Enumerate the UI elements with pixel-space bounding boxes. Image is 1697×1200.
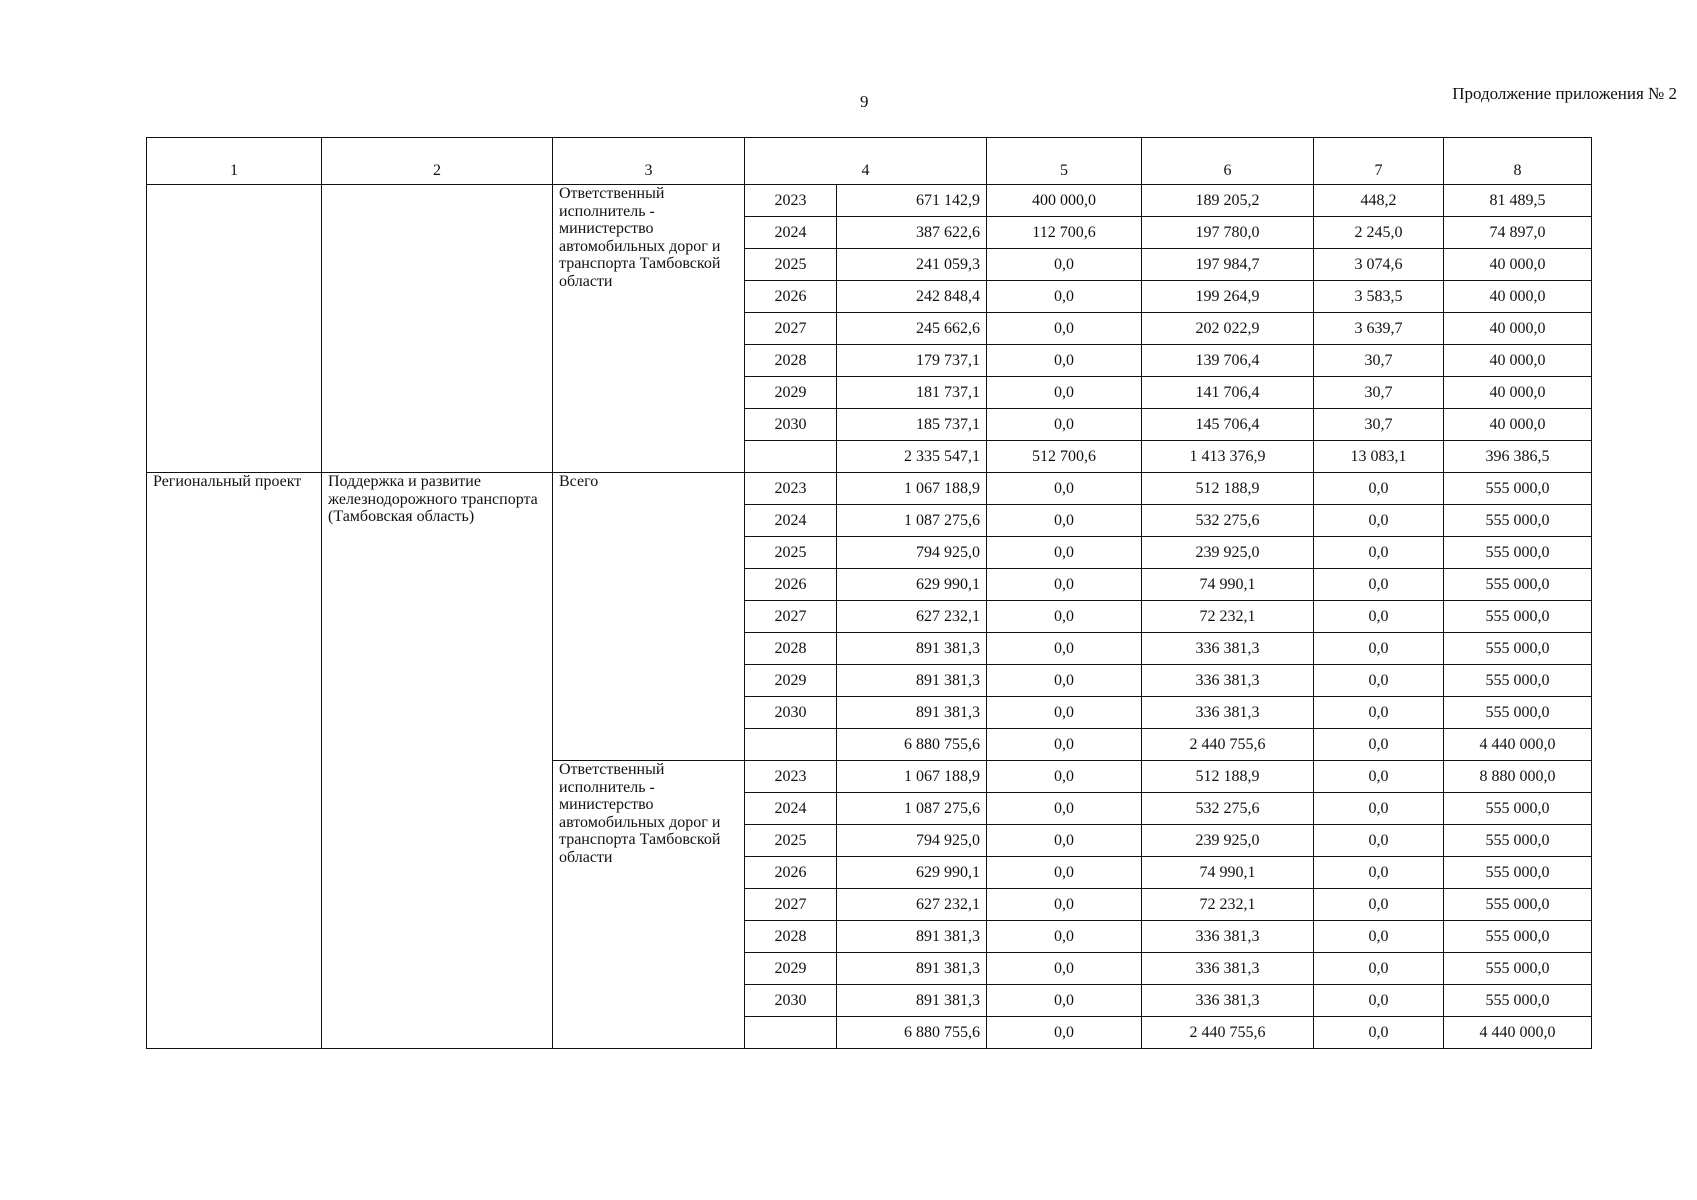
amount-col5-cell: 0,0 — [987, 697, 1142, 729]
amount-col6-cell: 239 925,0 — [1142, 825, 1314, 857]
amount-col6-cell: 336 381,3 — [1142, 921, 1314, 953]
amount-col5-cell: 0,0 — [987, 601, 1142, 633]
table-row — [147, 473, 1592, 505]
amount-col6-cell: 197 780,0 — [1142, 217, 1314, 249]
amount-col6-cell: 145 706,4 — [1142, 409, 1314, 441]
amount-col7-cell: 0,0 — [1314, 473, 1444, 505]
amount-col7-cell: 30,7 — [1314, 409, 1444, 441]
table-header-row — [147, 138, 1592, 185]
amount-col6-cell: 239 925,0 — [1142, 537, 1314, 569]
header-col-5: 5 — [987, 138, 1142, 185]
amount-col8-cell: 74 897,0 — [1444, 217, 1592, 249]
year-cell: 2023 — [745, 185, 837, 217]
amount-col8-cell: 81 489,5 — [1444, 185, 1592, 217]
amount-col5-cell: 0,0 — [987, 953, 1142, 985]
amount-col7-cell: 2 245,0 — [1314, 217, 1444, 249]
header-col-7: 7 — [1314, 138, 1444, 185]
amount-col5-cell: 0,0 — [987, 793, 1142, 825]
amount-col7-cell: 0,0 — [1314, 857, 1444, 889]
amount-col7-cell: 0,0 — [1314, 537, 1444, 569]
amount-col8-cell: 40 000,0 — [1444, 409, 1592, 441]
amount-total-cell: 891 381,3 — [837, 921, 987, 953]
amount-total-cell: 1 087 275,6 — [837, 505, 987, 537]
amount-total-cell: 185 737,1 — [837, 409, 987, 441]
amount-col6-cell: 336 381,3 — [1142, 985, 1314, 1017]
year-cell: 2026 — [745, 569, 837, 601]
year-cell: 2025 — [745, 825, 837, 857]
amount-col5-cell: 0,0 — [987, 473, 1142, 505]
amount-total-cell: 2 335 547,1 — [837, 441, 987, 473]
amount-col7-cell: 448,2 — [1314, 185, 1444, 217]
header-col-6: 6 — [1142, 138, 1314, 185]
year-cell: 2025 — [745, 537, 837, 569]
amount-col5-cell: 0,0 — [987, 537, 1142, 569]
amount-col6-cell: 74 990,1 — [1142, 569, 1314, 601]
amount-col7-cell: 3 639,7 — [1314, 313, 1444, 345]
year-cell: 2029 — [745, 665, 837, 697]
amount-total-cell: 891 381,3 — [837, 697, 987, 729]
header-col-8: 8 — [1444, 138, 1592, 185]
amount-col7-cell: 0,0 — [1314, 633, 1444, 665]
amount-col8-cell: 40 000,0 — [1444, 249, 1592, 281]
amount-col6-cell: 532 275,6 — [1142, 793, 1314, 825]
amount-total-cell: 6 880 755,6 — [837, 1017, 987, 1049]
amount-col8-cell: 40 000,0 — [1444, 345, 1592, 377]
amount-col6-cell: 512 188,9 — [1142, 473, 1314, 505]
amount-col6-cell: 74 990,1 — [1142, 857, 1314, 889]
year-cell — [745, 729, 837, 761]
amount-col5-cell: 0,0 — [987, 249, 1142, 281]
amount-col7-cell: 30,7 — [1314, 345, 1444, 377]
amount-total-cell: 629 990,1 — [837, 857, 987, 889]
year-cell: 2030 — [745, 409, 837, 441]
year-cell — [745, 441, 837, 473]
year-cell: 2026 — [745, 857, 837, 889]
amount-col6-cell: 336 381,3 — [1142, 953, 1314, 985]
year-cell — [745, 1017, 837, 1049]
year-cell: 2030 — [745, 697, 837, 729]
amount-col6-cell: 72 232,1 — [1142, 889, 1314, 921]
amount-col7-cell: 3 074,6 — [1314, 249, 1444, 281]
amount-col7-cell: 30,7 — [1314, 377, 1444, 409]
header-col-3: 3 — [553, 138, 745, 185]
amount-total-cell: 891 381,3 — [837, 633, 987, 665]
amount-col6-cell: 532 275,6 — [1142, 505, 1314, 537]
total-label-cell: Всего — [553, 473, 745, 761]
year-cell: 2027 — [745, 313, 837, 345]
amount-total-cell: 1 067 188,9 — [837, 473, 987, 505]
amount-col5-cell: 0,0 — [987, 889, 1142, 921]
amount-col6-cell: 199 264,9 — [1142, 281, 1314, 313]
amount-col5-cell: 0,0 — [987, 665, 1142, 697]
amount-col5-cell: 512 700,6 — [987, 441, 1142, 473]
year-cell: 2028 — [745, 921, 837, 953]
amount-col5-cell: 0,0 — [987, 729, 1142, 761]
amount-col6-cell: 336 381,3 — [1142, 665, 1314, 697]
amount-col8-cell: 555 000,0 — [1444, 953, 1592, 985]
amount-col5-cell: 400 000,0 — [987, 185, 1142, 217]
amount-col6-cell: 512 188,9 — [1142, 761, 1314, 793]
amount-col7-cell: 13 083,1 — [1314, 441, 1444, 473]
amount-col8-cell: 40 000,0 — [1444, 313, 1592, 345]
amount-col6-cell: 2 440 755,6 — [1142, 729, 1314, 761]
amount-col7-cell: 0,0 — [1314, 1017, 1444, 1049]
amount-col8-cell: 555 000,0 — [1444, 985, 1592, 1017]
amount-col5-cell: 0,0 — [987, 633, 1142, 665]
amount-col8-cell: 555 000,0 — [1444, 825, 1592, 857]
amount-col5-cell: 0,0 — [987, 985, 1142, 1017]
amount-col5-cell: 112 700,6 — [987, 217, 1142, 249]
amount-col5-cell: 0,0 — [987, 761, 1142, 793]
amount-col7-cell: 3 583,5 — [1314, 281, 1444, 313]
amount-total-cell: 891 381,3 — [837, 953, 987, 985]
amount-col5-cell: 0,0 — [987, 1017, 1142, 1049]
amount-col6-cell: 336 381,3 — [1142, 697, 1314, 729]
responsible-executor-cell: Ответственный исполнитель - министерство автомобильных дорог и транспорта Тамбовской области — [553, 185, 745, 473]
amount-total-cell: 6 880 755,6 — [837, 729, 987, 761]
year-cell: 2024 — [745, 793, 837, 825]
amount-col5-cell: 0,0 — [987, 281, 1142, 313]
amount-col8-cell: 40 000,0 — [1444, 377, 1592, 409]
year-cell: 2023 — [745, 473, 837, 505]
amount-total-cell: 671 142,9 — [837, 185, 987, 217]
amount-col8-cell: 555 000,0 — [1444, 857, 1592, 889]
amount-total-cell: 629 990,1 — [837, 569, 987, 601]
amount-total-cell: 891 381,3 — [837, 985, 987, 1017]
year-cell: 2024 — [745, 217, 837, 249]
amount-col7-cell: 0,0 — [1314, 793, 1444, 825]
header-col-1: 1 — [147, 138, 322, 185]
amount-col6-cell: 197 984,7 — [1142, 249, 1314, 281]
amount-col5-cell: 0,0 — [987, 921, 1142, 953]
col1-empty-cell — [147, 185, 322, 473]
amount-col5-cell: 0,0 — [987, 409, 1142, 441]
page-number: 9 — [860, 92, 869, 111]
year-cell: 2024 — [745, 505, 837, 537]
amount-col7-cell: 0,0 — [1314, 921, 1444, 953]
year-cell: 2028 — [745, 633, 837, 665]
year-cell: 2030 — [745, 985, 837, 1017]
amount-col7-cell: 0,0 — [1314, 985, 1444, 1017]
amount-col8-cell: 555 000,0 — [1444, 793, 1592, 825]
amount-total-cell: 794 925,0 — [837, 537, 987, 569]
amount-col8-cell: 555 000,0 — [1444, 633, 1592, 665]
amount-col7-cell: 0,0 — [1314, 569, 1444, 601]
table-row — [147, 185, 1592, 217]
amount-col8-cell: 8 880 000,0 — [1444, 761, 1592, 793]
amount-col6-cell: 139 706,4 — [1142, 345, 1314, 377]
amount-col6-cell: 72 232,1 — [1142, 601, 1314, 633]
amount-col6-cell: 202 022,9 — [1142, 313, 1314, 345]
year-cell: 2028 — [745, 345, 837, 377]
amount-col8-cell: 555 000,0 — [1444, 889, 1592, 921]
amount-total-cell: 245 662,6 — [837, 313, 987, 345]
project-name-cell: Поддержка и развитие железнодорожного транспорта (Тамбовская область) — [322, 473, 553, 1049]
amount-total-cell: 1 067 188,9 — [837, 761, 987, 793]
amount-total-cell: 181 737,1 — [837, 377, 987, 409]
amount-col7-cell: 0,0 — [1314, 889, 1444, 921]
amount-col8-cell: 555 000,0 — [1444, 537, 1592, 569]
amount-col5-cell: 0,0 — [987, 569, 1142, 601]
amount-col8-cell: 555 000,0 — [1444, 473, 1592, 505]
year-cell: 2023 — [745, 761, 837, 793]
amount-col7-cell: 0,0 — [1314, 761, 1444, 793]
amount-col6-cell: 2 440 755,6 — [1142, 1017, 1314, 1049]
amount-total-cell: 179 737,1 — [837, 345, 987, 377]
amount-col5-cell: 0,0 — [987, 313, 1142, 345]
amount-col5-cell: 0,0 — [987, 505, 1142, 537]
amount-col7-cell: 0,0 — [1314, 697, 1444, 729]
year-cell: 2027 — [745, 601, 837, 633]
amount-col7-cell: 0,0 — [1314, 601, 1444, 633]
amount-col8-cell: 4 440 000,0 — [1444, 729, 1592, 761]
amount-total-cell: 794 925,0 — [837, 825, 987, 857]
amount-col8-cell: 396 386,5 — [1444, 441, 1592, 473]
amount-col8-cell: 555 000,0 — [1444, 505, 1592, 537]
year-cell: 2029 — [745, 953, 837, 985]
amount-col6-cell: 141 706,4 — [1142, 377, 1314, 409]
amount-col7-cell: 0,0 — [1314, 729, 1444, 761]
amount-col8-cell: 555 000,0 — [1444, 921, 1592, 953]
amount-total-cell: 241 059,3 — [837, 249, 987, 281]
appendix-label: Продолжение приложения № 2 — [1452, 84, 1677, 103]
amount-col5-cell: 0,0 — [987, 345, 1142, 377]
project-type-cell: Региональный проект — [147, 473, 322, 1049]
year-cell: 2025 — [745, 249, 837, 281]
amount-col6-cell: 1 413 376,9 — [1142, 441, 1314, 473]
amount-col7-cell: 0,0 — [1314, 825, 1444, 857]
amount-total-cell: 242 848,4 — [837, 281, 987, 313]
responsible-executor-cell: Ответственный исполнитель - министерство автомобильных дорог и транспорта Тамбовской области — [553, 761, 745, 1049]
amount-total-cell: 387 622,6 — [837, 217, 987, 249]
amount-col8-cell: 4 440 000,0 — [1444, 1017, 1592, 1049]
year-cell: 2026 — [745, 281, 837, 313]
amount-total-cell: 891 381,3 — [837, 665, 987, 697]
amount-col5-cell: 0,0 — [987, 825, 1142, 857]
funding-table — [146, 137, 1592, 1049]
amount-col5-cell: 0,0 — [987, 857, 1142, 889]
amount-total-cell: 627 232,1 — [837, 889, 987, 921]
amount-total-cell: 627 232,1 — [837, 601, 987, 633]
amount-total-cell: 1 087 275,6 — [837, 793, 987, 825]
amount-col7-cell: 0,0 — [1314, 953, 1444, 985]
amount-col8-cell: 555 000,0 — [1444, 697, 1592, 729]
amount-col6-cell: 336 381,3 — [1142, 633, 1314, 665]
amount-col8-cell: 40 000,0 — [1444, 281, 1592, 313]
year-cell: 2027 — [745, 889, 837, 921]
amount-col5-cell: 0,0 — [987, 377, 1142, 409]
col2-empty-cell — [322, 185, 553, 473]
header-col-4: 4 — [745, 138, 987, 185]
amount-col8-cell: 555 000,0 — [1444, 601, 1592, 633]
amount-col7-cell: 0,0 — [1314, 505, 1444, 537]
header-col-2: 2 — [322, 138, 553, 185]
amount-col8-cell: 555 000,0 — [1444, 665, 1592, 697]
amount-col8-cell: 555 000,0 — [1444, 569, 1592, 601]
amount-col6-cell: 189 205,2 — [1142, 185, 1314, 217]
amount-col7-cell: 0,0 — [1314, 665, 1444, 697]
year-cell: 2029 — [745, 377, 837, 409]
